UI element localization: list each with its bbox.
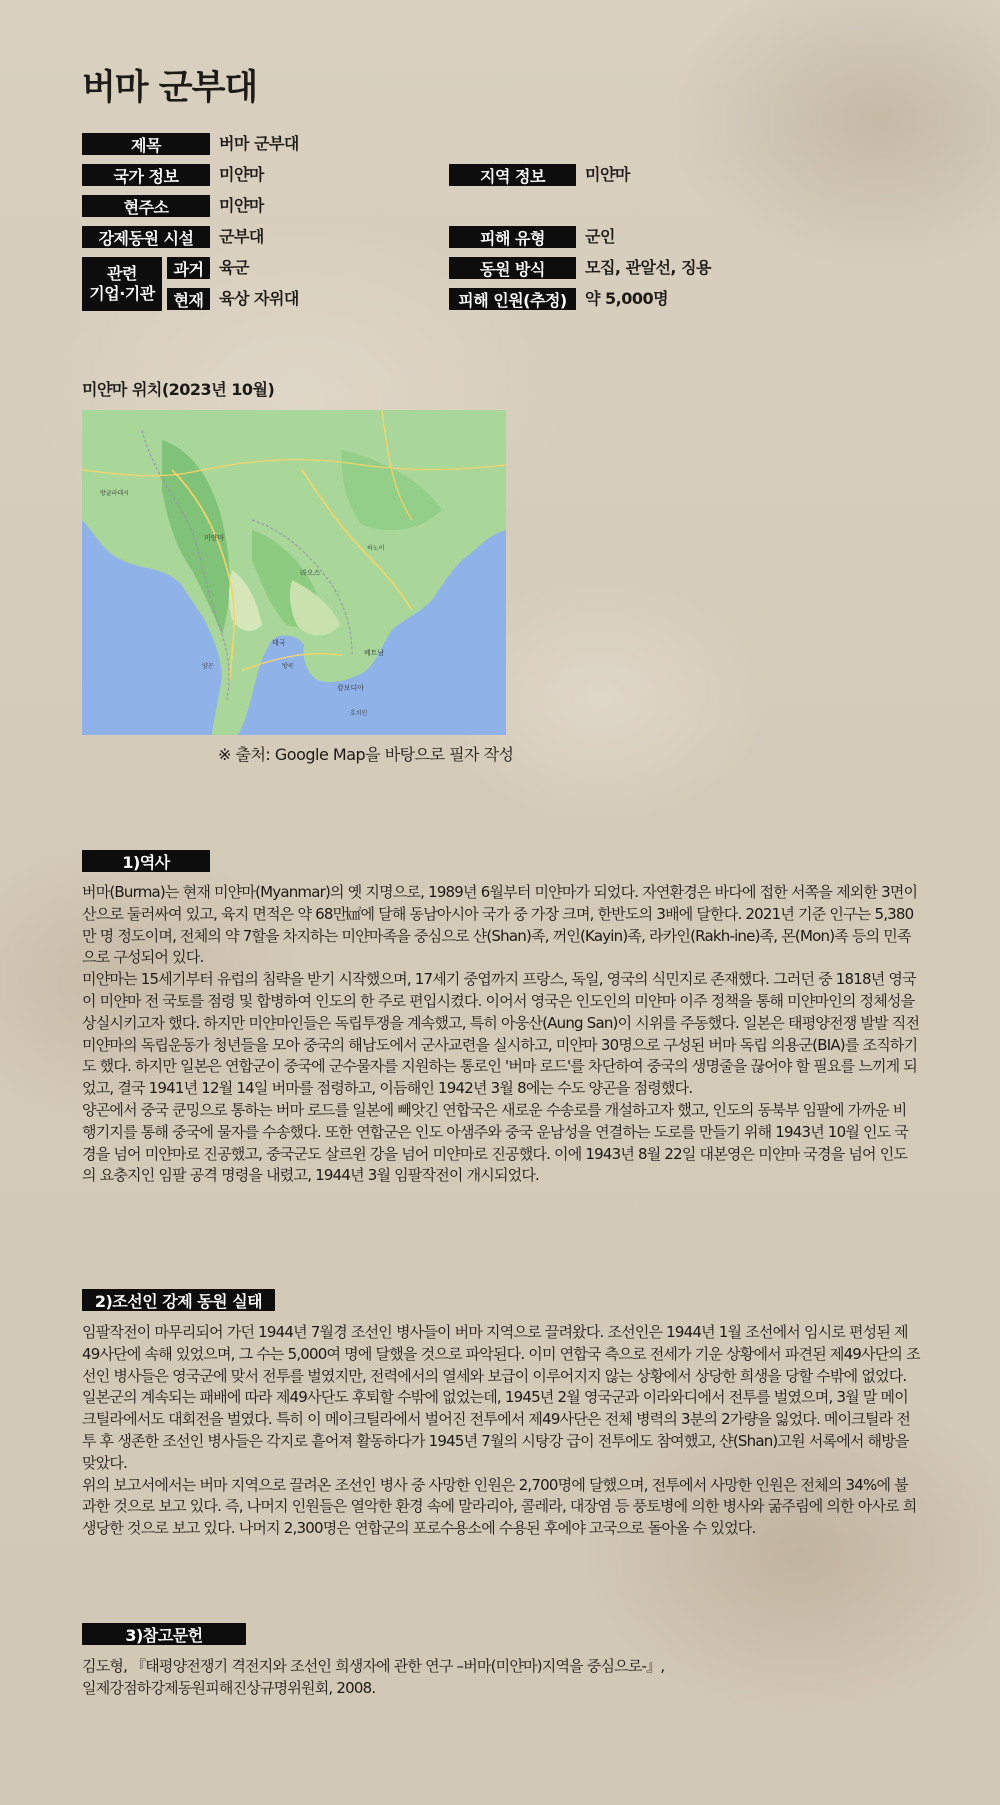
map-label-cambodia: 캄보디아: [337, 684, 365, 692]
map-label-hanoi: 하노이: [367, 545, 385, 552]
map-label-bangkok: 방콕: [282, 663, 294, 670]
mobilization-body: [82, 1322, 920, 1540]
history-paragraph: 버마(Burma)는 현재 미얀마(Myanmar)의 옛 지명으로, 1989년 6월부터 미얀마가 되었다. 자연환경은 바다에 접한 서쪽을 제외한 3면이 산으로 둘러싸여 있고, 육지 면적은 약 68만㎢에 달해 동남아시아 국가 중 가장 크며, 한반도의 3배에 달한다. 2021년 기준 인구는 5,380만 명 정도이며, 전체의 약 7할을 차지하는 미얀마족을 중심으로 샨(Shan)족, 꺼인(Kayin)족, 라카인(Rakh-ine)족, 몬(Mon)족 등의 민족으로 구성되어 있다.: [82, 883, 918, 967]
history-paragraph: 미얀마는 15세기부터 유럽의 침략을 받기 시작했으며, 17세기 중엽까지 프랑스, 독일, 영국의 식민지로 존재했다. 그러던 중 1818년 영국이 미얀마 전 국토를 점령 및 합병하여 인도의 한 주로 편입시켰다. 이어서 영국은 인도인의 미얀마 이주 정책을 통해 미얀마인의 정체성을 상실시키고자 했다. 하지만 미얀마인들은 독립투쟁을 계속했고, 특히 아웅산(Aung San)이 시위를 주동했다. 일본은 태평양전쟁 발발 직전 미얀마의 독립운동가 청년들을 모아 중국의 해남도에서 군사교련을 실시하고, 미얀마 30명으로 구성된 버마 독립 의용군(BIA)를 조직하기도 했다. 하지만 일본은 연합군이 중국에 군수물자를 지원하는 통로인 '버마 로드'를 차단하여 중국의 생명줄을 끊어야 할 필요를 느끼게 되었고, 결국 1941년 12월 14일 버마를 점령하고, 이듬해인 1942년 3월 8에는 수도 양곤을 점령했다.: [82, 970, 920, 1098]
map-label-thailand: 태국: [272, 639, 286, 647]
map-label-hochiminh: 호치민: [350, 710, 368, 717]
method-label: 동원 방식: [449, 257, 576, 279]
reference-line: 일제강점하강제동원피해진상규명위원회, 2008.: [82, 1678, 376, 1697]
references-body: [82, 1656, 920, 1700]
map-image: [82, 410, 506, 735]
map-label-vietnam: 베트남: [364, 649, 385, 657]
present-value: 육상 자위대: [219, 289, 299, 308]
victims-label: 피해 인원(추정): [449, 288, 576, 310]
region-value: 미얀마: [585, 165, 630, 184]
history-paragraph: 양곤에서 중국 쿤밍으로 통하는 버마 로드를 일본에 빼앗긴 연합국은 새로운 수송로를 개설하고자 했고, 인도의 동북부 임팔에 가까운 비행기지를 통해 중국에 물자를 수송했다. 또한 연합군은 인도 아샘주와 중국 운남성을 연결하는 도로를 만들기 위해 1943년 10월 인도 국경을 넘어 미얀마로 진공했고, 중국군도 살르윈 강을 넘어 미얀마로 진공했다. 이에 1943년 8월 22일 대본영은 미얀마 국경을 넘어 인도의 요충지인 임팔 공격 명령을 내렸고, 1944년 3월 임팔작전이 개시되었다.: [82, 1100, 909, 1185]
map-title: 미얀마 위치(2023년 10월): [82, 380, 275, 399]
related-org-label: 관련 기업·기관: [82, 257, 162, 311]
history-section-label: 1)역사: [82, 850, 210, 872]
page-title: 버마 군부대: [82, 68, 258, 108]
map-svg: [82, 410, 506, 735]
victims-value: 약 5,000명: [585, 289, 669, 308]
reference-line: 김도형, 『태평양전쟁기 격전지와 조선인 희생자에 관한 연구 –버마(미얀마)지역을 중심으로-』,: [82, 1657, 665, 1675]
country-label: 국가 정보: [82, 164, 210, 186]
damage-type-value: 군인: [585, 227, 615, 246]
method-value: 모집, 관알선, 징용: [585, 258, 711, 277]
map-caption: ※ 출처: Google Map을 바탕으로 필자 작성: [218, 745, 514, 764]
mobilization-paragraph: 위의 보고서에서는 버마 지역으로 끌려온 조선인 병사 중 사망한 인원은 2,700명에 달했으며, 전투에서 사망한 인원은 전체의 34%에 불과한 것으로 보고 있다. 즉, 나머지 인원들은 열악한 환경 속에 말라리아, 콜레라, 대장염 등 풍토병에 의한 병사와 굶주림에 의한 아사로 희생당한 것으로 보고 있다. 나머지 2,300명은 연합군의 포로수용소에 수용된 후에야 고국으로 돌아올 수 있었다.: [82, 1475, 917, 1538]
subject-label: 제목: [82, 133, 210, 155]
present-label: 현재: [167, 288, 210, 310]
facility-label: 강제동원 시설: [82, 226, 210, 248]
past-label: 과거: [167, 257, 210, 279]
subject-value: 버마 군부대: [219, 134, 299, 153]
map-label-myanmar: 미얀마: [204, 534, 225, 542]
references-section-label: 3)참고문헌: [82, 1623, 246, 1645]
map-label-yangon: 양곤: [202, 663, 214, 670]
country-value: 미얀마: [219, 165, 264, 184]
facility-value: 군부대: [219, 227, 264, 246]
address-label: 현주소: [82, 195, 210, 217]
map-label-laos: 라오스: [300, 569, 321, 577]
region-label: 지역 정보: [449, 164, 576, 186]
mobilization-section-label: 2)조선인 강제 동원 실태: [82, 1289, 275, 1311]
mobilization-paragraph: 임팔작전이 마무리되어 가던 1944년 7월경 조선인 병사들이 버마 지역으로 끌려왔다. 조선인은 1944년 1월 조선에서 임시로 편성된 제49사단에 속해 있었으며, 그 수는 5,000여 명에 달했을 것으로 파악된다. 이미 연합국 측으로 전세가 기운 상황에서 파견된 제49사단의 조선인 병사들은 영국군에 맞서 전투를 벌였지만, 전력에서의 열세와 보급이 이루어지지 않는 상황에서 상당한 희생을 당할 수밖에 없었다. 일본군의 계속되는 패배에 따라 제49사단도 후퇴할 수밖에 없었는데, 1945년 2월 영국군과 이라와디에서 전투를 벌였으며, 3월 말 메이크틸라에서도 대회전을 벌였다. 특히 이 메이크틸라에서 벌어진 전투에서 제49사단은 전체 병력의 3분의 2가량을 잃었다. 메이크틸라 전투 후 생존한 조선인 병사들은 각지로 흩어져 활동하다가 1945년 7월의 시탕강 급이 전투에도 참여했고, 샨(Shan)고원 서록에서 해방을 맞았다.: [82, 1323, 920, 1472]
history-body: [82, 882, 920, 1187]
damage-type-label: 피해 유형: [449, 226, 576, 248]
address-value: 미얀마: [219, 196, 264, 215]
past-value: 육군: [219, 258, 249, 277]
map-label-bangladesh: 방글라데시: [100, 490, 129, 497]
